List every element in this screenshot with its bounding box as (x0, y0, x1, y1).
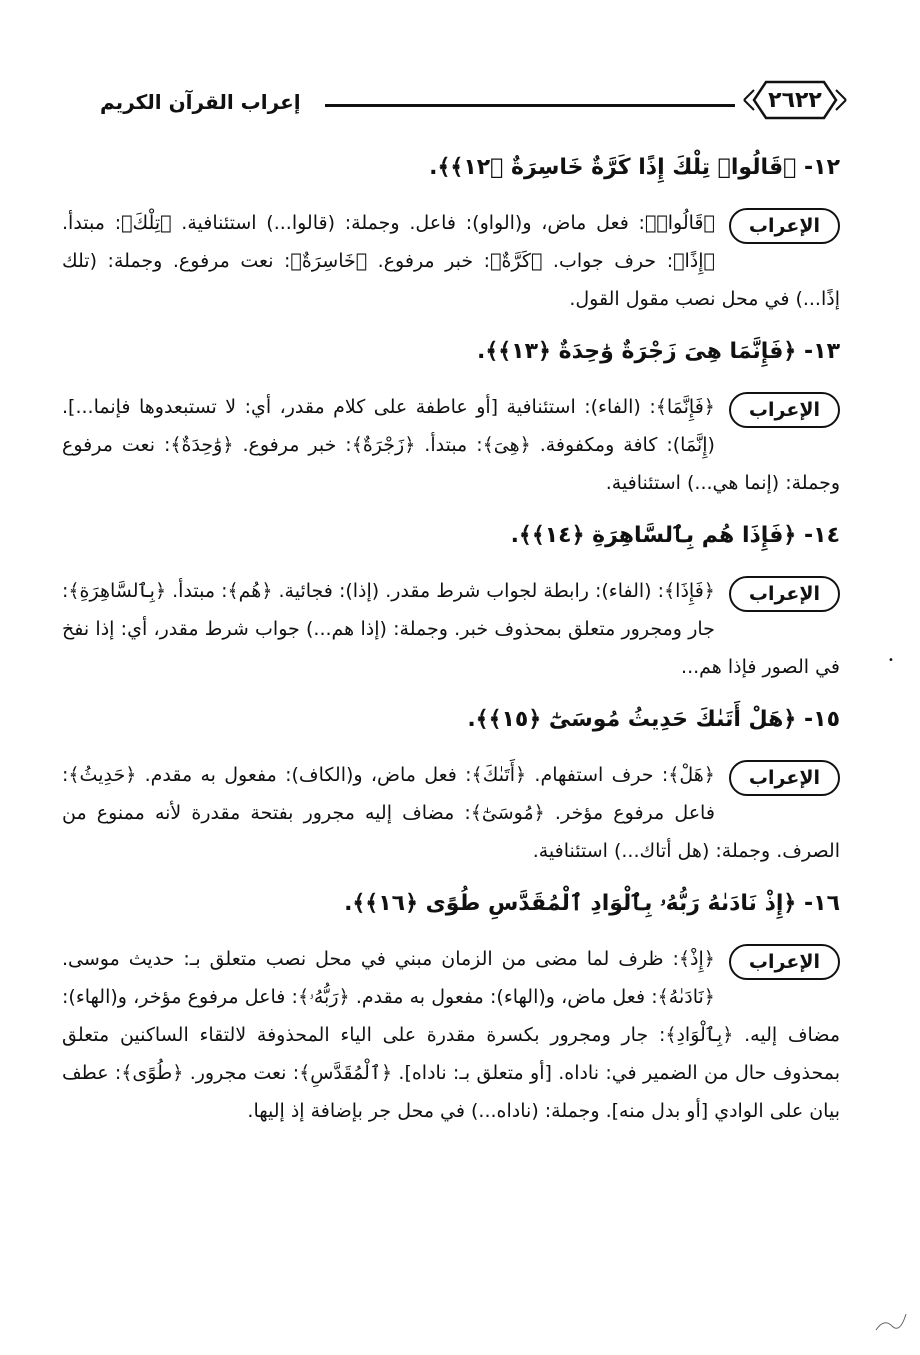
irab-label: الإعراب (729, 208, 840, 244)
scan-scribble-icon (870, 1300, 910, 1340)
irab-label: الإعراب (729, 392, 840, 428)
irab-label: الإعراب (729, 944, 840, 980)
verse-16 (62, 884, 840, 924)
irab-text: ﴿قَالُوا۟﴾: فعل ماض، و(الواو): فاعل. وجملة: (قالوا...) استئنافية. ﴿تِلْكَ﴾: مبتدأ. ﴿إِذًا﴾: حرف جواب. ﴿كَرَّةٌ﴾: خبر مرفوع. ﴿خَاسِرَةٌ﴾: نعت مرفوع. وجملة: (تلك إذًا...) في محل نصب مقول القول. (62, 212, 840, 310)
verse-number: ١٢- (804, 155, 840, 180)
irab-block-13 (62, 388, 840, 502)
irab-block-16 (62, 940, 840, 1130)
verse-text: ﴿قَالُوا۟ تِلْكَ إِذًا كَرَّةٌ خَاسِرَةٌ ﴿١٢﴾﴾. (429, 155, 797, 180)
page-header (60, 70, 850, 130)
irab-text: ﴿إِذْ﴾: ظرف لما مضى من الزمان مبني في محل نصب متعلق بـ: حديث موسى. ﴿نَادَىٰهُ﴾: فعل ماض، و(الهاء): مفعول به مقدم. ﴿رَبُّهُۥ﴾: فاعل مرفوع مؤخر، و(الهاء): مضاف إليه. ﴿بِٱلْوَادِ﴾: جار ومجرور بكسرة مقدرة على الياء المحذوفة لالتقاء الساكنين متعلق بمحذوف حال من الضمير في: ناداه. [أو متعلق بـ: ناداه]. ﴿ٱلْمُقَدَّسِ﴾: نعت مجرور. ﴿طُوًى﴾: عطف بيان على الوادي [أو بدل منه]. وجملة: (ناداه...) في محل جر بإضافة إذ إليها. (62, 948, 840, 1122)
verse-number: ١٤- (804, 523, 840, 548)
verse-12 (62, 148, 840, 188)
verse-text: ﴿إِذْ نَادَىٰهُ رَبُّهُۥ بِٱلْوَادِ ٱلْمُقَدَّسِ طُوًى ﴿١٦﴾﴾. (344, 891, 797, 916)
irab-block-12 (62, 204, 840, 318)
irab-block-14 (62, 572, 840, 686)
verse-13 (62, 332, 840, 372)
irab-text: ﴿فَإِذَا﴾: (الفاء): رابطة لجواب شرط مقدر. (إذا): فجائية. ﴿هُم﴾: مبتدأ. ﴿بِٱلسَّاهِرَةِ﴾: جار ومجرور متعلق بمحذوف خبر. وجملة: (إذا هم...) جواب شرط مقدر، أي: إذا نفخ في الصور فإذا هم... (62, 580, 840, 678)
page-title: إعراب القرآن الكريم (100, 90, 301, 114)
verse-number: ١٣- (804, 339, 840, 364)
irab-label: الإعراب (729, 576, 840, 612)
verse-text: ﴿فَإِنَّمَا هِىَ زَجْرَةٌ وَٰحِدَةٌ ﴿١٣﴾﴾. (477, 339, 797, 364)
page-number-badge (740, 76, 850, 124)
stray-mark: • (888, 655, 894, 666)
irab-block-15 (62, 756, 840, 870)
verse-number: ١٥- (804, 707, 840, 732)
verse-14 (62, 516, 840, 556)
page-content (62, 148, 840, 1144)
header-rule (325, 104, 735, 107)
verse-text: ﴿فَإِذَا هُم بِٱلسَّاهِرَةِ ﴿١٤﴾﴾. (510, 523, 797, 548)
verse-number: ١٦- (804, 891, 840, 916)
page-number: ٢٦٢٢ (768, 87, 822, 113)
verse-15 (62, 700, 840, 740)
verse-text: ﴿هَلْ أَتَىٰكَ حَدِيثُ مُوسَىٰٓ ﴿١٥﴾﴾. (467, 707, 797, 732)
irab-text: ﴿فَإِنَّمَا﴾: (الفاء): استئنافية [أو عاطفة على كلام مقدر، أي: لا تستبعدوها فإنما...]. (إِنَّمَا): كافة ومكفوفة. ﴿هِىَ﴾: مبتدأ. ﴿زَجْرَةٌ﴾: خبر مرفوع. ﴿وَٰحِدَةٌ﴾: نعت مرفوع وجملة: (إنما هي...) استئنافية. (62, 396, 840, 494)
irab-text: ﴿هَلْ﴾: حرف استفهام. ﴿أَتَىٰكَ﴾: فعل ماض، و(الكاف): مفعول به مقدم. ﴿حَدِيثُ﴾: فاعل مرفوع مؤخر. ﴿مُوسَىٰٓ﴾: مضاف إليه مجرور بفتحة مقدرة لأنه ممنوع من الصرف. وجملة: (هل أتاك...) استئنافية. (62, 764, 840, 862)
irab-label: الإعراب (729, 760, 840, 796)
